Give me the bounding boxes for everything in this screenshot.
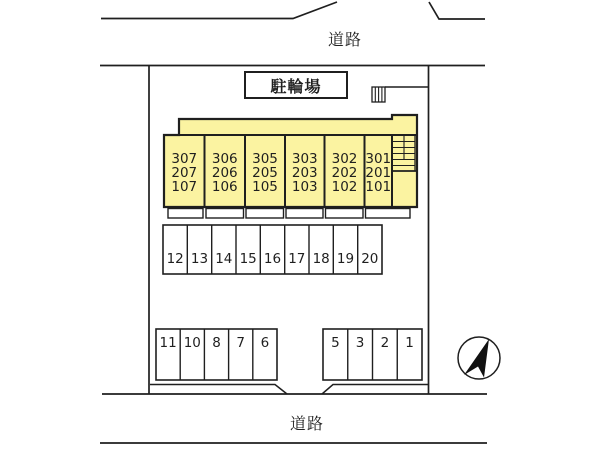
stall-number: 15 [239,251,257,267]
room-number: 105 [252,179,278,195]
room-number: 205 [252,165,278,181]
road-bottom-label: 道路 [289,414,324,433]
stall-number: 8 [212,335,221,351]
room-number: 101 [365,179,392,195]
room-number: 303 [291,151,318,167]
stall-number: 6 [260,335,270,351]
curb-lines [150,385,429,395]
unit-307-numbers [164,152,205,194]
north-arrow-icon [458,337,500,379]
room-number: 301 [365,151,392,167]
stall-number: 20 [361,251,379,267]
stall-number: 1 [405,335,414,351]
building-entrance-strip [168,209,410,219]
stairs-icon [372,87,429,102]
room-number: 107 [171,179,198,195]
stall-number: 14 [215,251,233,267]
room-number: 106 [211,179,238,195]
stall-number: 3 [355,335,365,351]
stall-number: 13 [190,251,209,267]
room-number: 302 [331,151,358,167]
stall-number: 2 [380,335,390,351]
unit-301-numbers [365,152,393,194]
stall-number: 16 [263,251,282,267]
road-top-lines [100,2,485,66]
stall-number: 10 [183,335,201,351]
stall-number: 17 [288,251,306,267]
unit-303-numbers [285,152,325,194]
room-number: 305 [252,151,278,167]
room-number: 103 [291,179,318,195]
unit-302-numbers [325,152,365,194]
room-number: 201 [365,165,392,181]
room-number: 206 [211,165,238,181]
stall-number: 18 [312,251,330,267]
room-number: 102 [331,179,358,195]
road-top-label: 道路 [327,30,362,49]
room-number: 306 [211,151,238,167]
unit-306-numbers [205,152,246,194]
room-number: 307 [171,151,198,167]
unit-305-numbers [245,152,285,194]
room-number: 207 [171,165,198,181]
stall-number: 5 [331,335,340,351]
room-number: 202 [331,165,358,181]
room-number: 203 [291,165,318,181]
stall-number: 7 [236,335,245,351]
stall-number: 12 [166,251,184,267]
stall-number: 11 [159,335,177,351]
stall-number: 19 [336,251,355,267]
bicycle-parking-label: 駐輪場 [270,76,322,96]
